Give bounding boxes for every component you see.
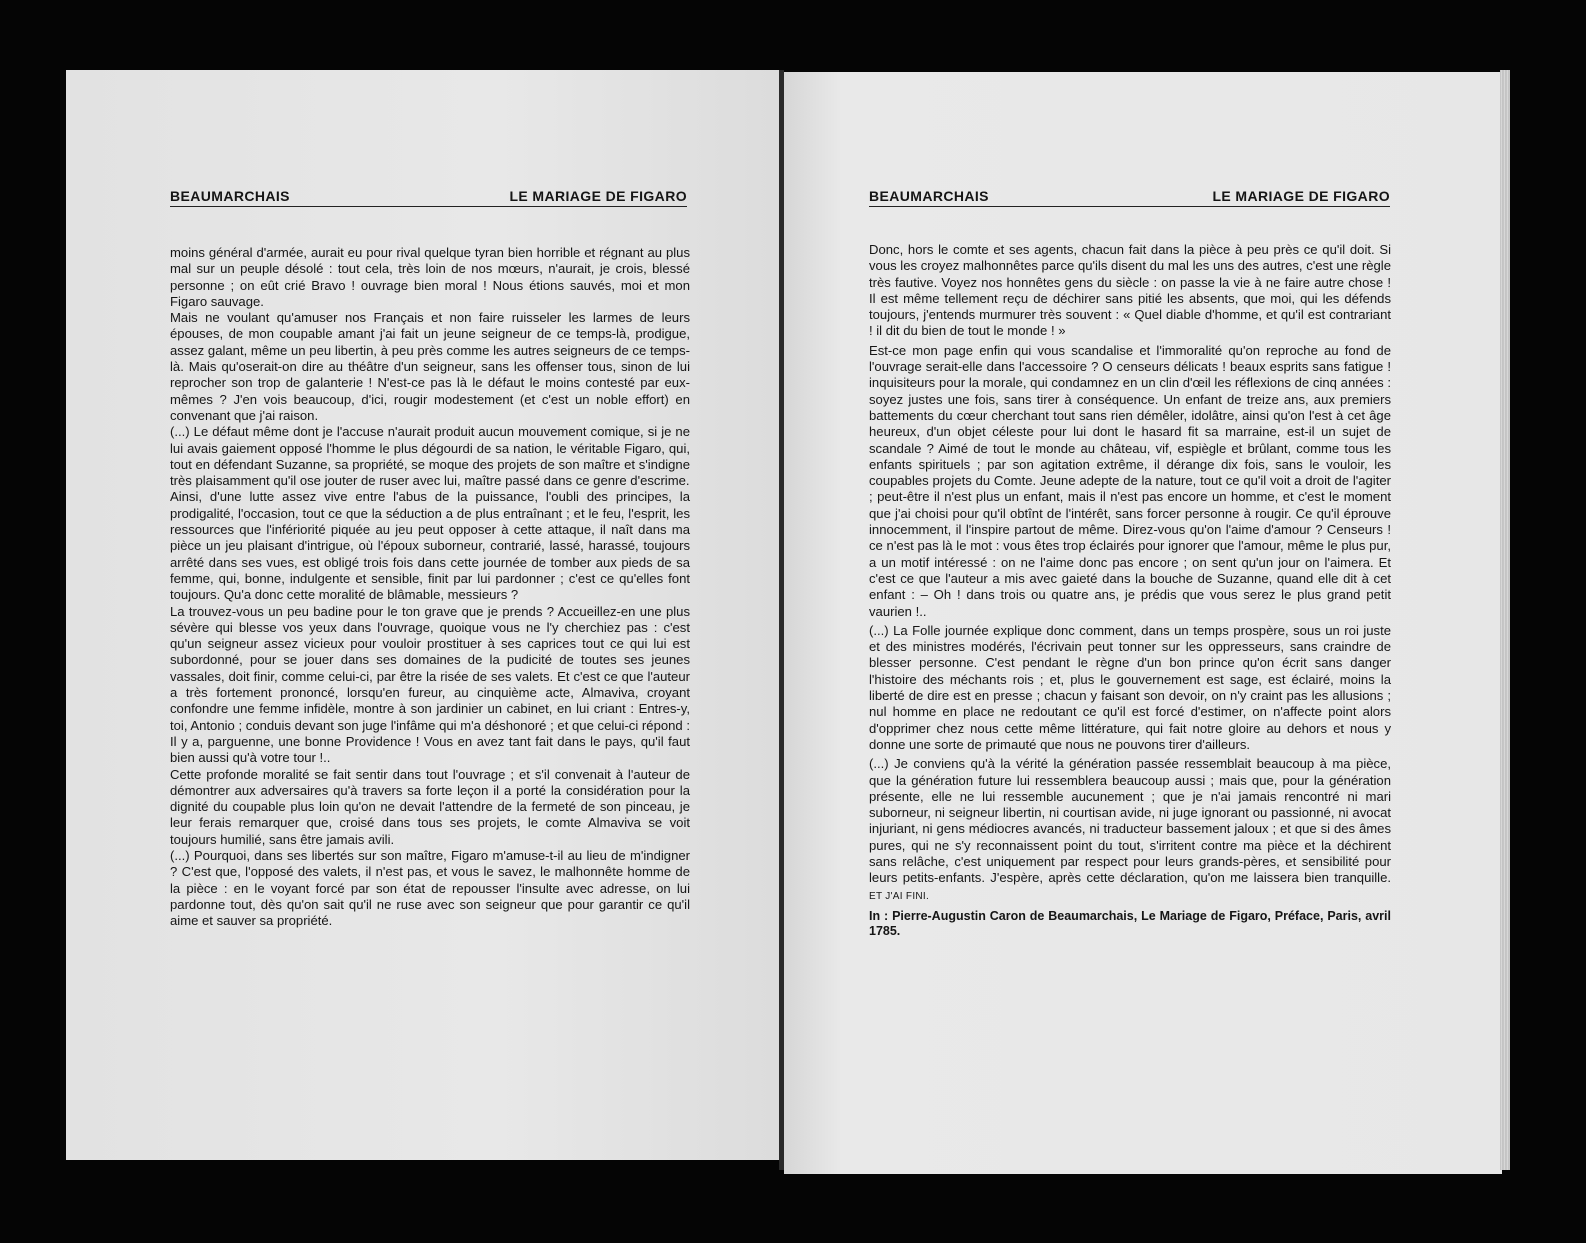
header-author: BEAUMARCHAIS	[869, 188, 989, 204]
paragraph: Est-ce mon page enfin qui vous scandalise et l'immoralité qu'on reproche au fond de l'ouvrage serait-elle dans l'accessoire ? O censeurs délicats ! beaux esprits sans fatigue ! inquisiteurs pour la morale, qui condamnez en un clin d'œil les réflexions de cinq années : soyez justes une fois, sans tirer à conséquence. Un enfant de treize ans, aux premiers battements du cœur cherchant tout sans rien démêler, idolâtre, ainsi qu'on l'est à cet âge heureux, d'un objet céleste pour lui dont le hasard fit sa marraine, est-il un sujet de scandale ? Aimé de tout le monde au château, vif, espiègle et brûlant, comme tous les enfants spirituels ; par son agitation extrême, il dérange dix fois, sans le vouloir, les coupables projets du Comte. Jeune adepte de la nature, tout ce qu'il voit a droit de l'agiter ; peut-être il n'est plus un enfant, mais il n'est pas encore un homme, et c'est le moment que j'ai choisi pour qu'il obtînt de l'intérêt, sans forcer personne à rougir. Ce qu'il éprouve innocemment, il l'inspire partout de même. Direz-vous qu'on l'aime d'amour ? Censeurs ! ce n'est pas là le mot : vous êtes trop éclairés pour ignorer que l'amour, même le plus pur, a un motif intéressé : on ne l'aime donc pas encore ; on sent qu'un jour on l'aimera. Et c'est ce que l'auteur a mis avec gaieté dans la bouche de Suzanne, quand elle dit à cet enfant : – Oh ! dans trois ou quatre ans, je prédis que vous serez le plus grand petit vaurien !..	[869, 342, 1391, 619]
paragraph: (...) Le défaut même dont je l'accuse n'aurait produit aucun mouvement comique, si je ne lui avais gaiement opposé l'homme le plus dégourdi de sa nation, le véritable Figaro, qui, tout en défendant Suzanne, sa propriété, se moque des projets de son maître et s'indigne très plaisamment qu'il ose jouter de ruser avec lui, maître passé dans ce genre d'escrime.	[170, 424, 690, 489]
header-author: BEAUMARCHAIS	[170, 188, 290, 204]
page-body	[170, 245, 690, 929]
source-citation: In : Pierre-Augustin Caron de Beaumarchais, Le Mariage de Figaro, Préface, Paris, avril 1785.	[869, 908, 1391, 938]
paragraph: moins général d'armée, aurait eu pour rival quelque tyran bien horrible et régnant au plus mal sur un peuple désolé : tout cela, très loin de nos mœurs, n'aurait, je crois, blessé personne ; on eût crié Bravo ! ouvrage bien moral ! Nous étions sauvés, moi et mon Figaro sauvage.	[170, 245, 690, 309]
end-mark: ET J'AI FINI.	[869, 890, 930, 902]
paragraph: La trouvez-vous un peu badine pour le ton grave que je prends ? Accueillez-en une plus sévère qui blesse vos yeux dans l'ouvrage, quoique vous ne l'y cherchiez pas : c'est qu'un seigneur assez vicieux pour vouloir prostituer à ses caprices tout ce qui lui est subordonné, pour se jouer dans ses domaines de la pudicité de toutes ses jeunes vassales, doit finir, comme celui-ci, par être la risée de ses valets. Et c'est ce que l'auteur a très fortement prononcé, lorsqu'en fureur, au cinquième acte, Almaviva, croyant confondre une femme infidèle, montre à son jardinier un cabinet, en lui criant : Entres-y, toi, Antonio ; conduis devant son juge l'infâme qui m'a déshonoré ; et que celui-ci répond : Il y a, parguenne, une bonne Providence ! Vous en avez tant fait dans le pays, qu'il faut bien aussi qu'à votre tour !..	[170, 603, 690, 766]
running-header	[869, 188, 1390, 207]
header-title: LE MARIAGE DE FIGARO	[509, 188, 687, 204]
paragraph: Cette profonde moralité se fait sentir dans tout l'ouvrage ; et s'il convenait à l'auteur de démontrer aux adversaires qu'à travers sa forte leçon il a porté la considération pour la dignité du coupable plus loin qu'on ne devait l'attendre de la fermeté de son pinceau, je leur ferais remarquer que, croisé dans tous ses projets, le comte Almaviva se voit toujours humilié, sans être jamais avili.	[170, 766, 690, 847]
right-page	[784, 72, 1502, 1174]
paragraph: (...) La Folle journée explique donc comment, dans un temps prospère, sous un roi juste et des ministres modérés, l'écrivain peut tonner sur les oppresseurs, sans craindre de blesser personne. C'est pendant le règne d'un bon prince qu'on écrit sans danger l'histoire des méchants rois ; et, plus le gouvernement est sage, est éclairé, moins la liberté de dire est en presse ; chacun y faisant son devoir, on n'y craint pas les allusions ; nul homme en place ne redoutant ce qu'il est forcé d'estimer, on n'affecte point alors d'opprimer chez nous cette même littérature, qui fait notre gloire au dehors et nous y donne une sorte de primauté que nous ne pouvons tirer d'ailleurs.	[869, 622, 1391, 752]
paragraph: Ainsi, d'une lutte assez vive entre l'abus de la puissance, l'oubli des principes, la prodigalité, l'occasion, tout ce que la séduction a de plus entraînant ; et le feu, l'esprit, les ressources que l'infériorité piquée au jeu peut opposer à cette attaque, il naît dans ma pièce un jeu plaisant d'intrigue, où l'époux suborneur, contrarié, lassé, harassé, toujours arrêté dans ses vues, est obligé trois fois dans cette journée de tomber aux pieds de sa femme, qui, bonne, indulgente et sensible, finit par lui pardonner ; c'est ce qu'elles font toujours. Qu'a donc cette moralité de blâmable, messieurs ?	[170, 489, 690, 603]
page-stack-edge	[1500, 70, 1510, 1170]
page-body	[869, 242, 1391, 942]
paragraph	[869, 756, 1391, 905]
paragraph: Donc, hors le comte et ses agents, chacun fait dans la pièce à peu près ce qu'il doit. Si vous les croyez malhonnêtes parce qu'ils disent du mal les uns des autres, c'est une règle très fautive. Voyez nos honnêtes gens du siècle : on passe la vie à ne faire autre chose ! Il est même tellement reçu de déchirer sans pitié les absents, que moi, qui les défends toujours, j'entends murmurer très souvent : « Quel diable d'homme, et qu'il est contrariant ! il dit du bien de tout le monde ! »	[869, 242, 1391, 339]
header-title: LE MARIAGE DE FIGARO	[1212, 188, 1390, 204]
left-page	[66, 70, 779, 1160]
paragraph-text: (...) Je conviens qu'à la vérité la génération passée ressemblait beaucoup à ma pièce, que la génération future lui ressemblera beaucoup aussi ; mais que, pour la génération présente, elle ne lui ressemble aucunement ; que je n'ai jamais rencontré ni mari suborneur, ni seigneur libertin, ni courtisan avide, ni juge ignorant ou passionné, ni avocat injuriant, ni gens médiocres avancés, ni traducteur bassement jaloux ; et que si des âmes pures, qui ne s'y reconnaissent point du tout, s'irritent contre ma pièce et la déchirent sans relâche, c'est uniquement par respect pour leurs grands-pères, et sensibilité pour leurs petits-enfants. J'espère, après cette déclaration, qu'on me laissera bien tranquille.	[869, 756, 1391, 886]
running-header	[170, 188, 687, 207]
paragraph: (...) Pourquoi, dans ses libertés sur son maître, Figaro m'amuse-t-il au lieu de m'indigner ? C'est que, l'opposé des valets, il n'est pas, et vous le savez, le malhonnête homme de la pièce : en le voyant forcé par son état de repousser l'insulte avec adresse, on lui pardonne tout, dès qu'on sait qu'il ne ruse avec son seigneur que pour garantir ce qu'il aime et sauver sa propriété.	[170, 847, 690, 929]
paragraph: Mais ne voulant qu'amuser nos Français et non faire ruisseler les larmes de leurs épouses, de mon coupable amant j'ai fait un jeune seigneur de ce temps-là, prodigue, assez galant, même un peu libertin, à peu près comme les autres seigneurs de ce temps-là. Mais qu'oserait-on dire au théâtre d'un seigneur, sans les offenser tous, sinon de lui reprocher son trop de galanterie ! N'est-ce pas là le défaut le moins contesté par eux-mêmes ? J'en vois beaucoup, d'ici, rougir modestement (et c'est un noble effort) en convenant que j'ai raison.	[170, 310, 690, 423]
